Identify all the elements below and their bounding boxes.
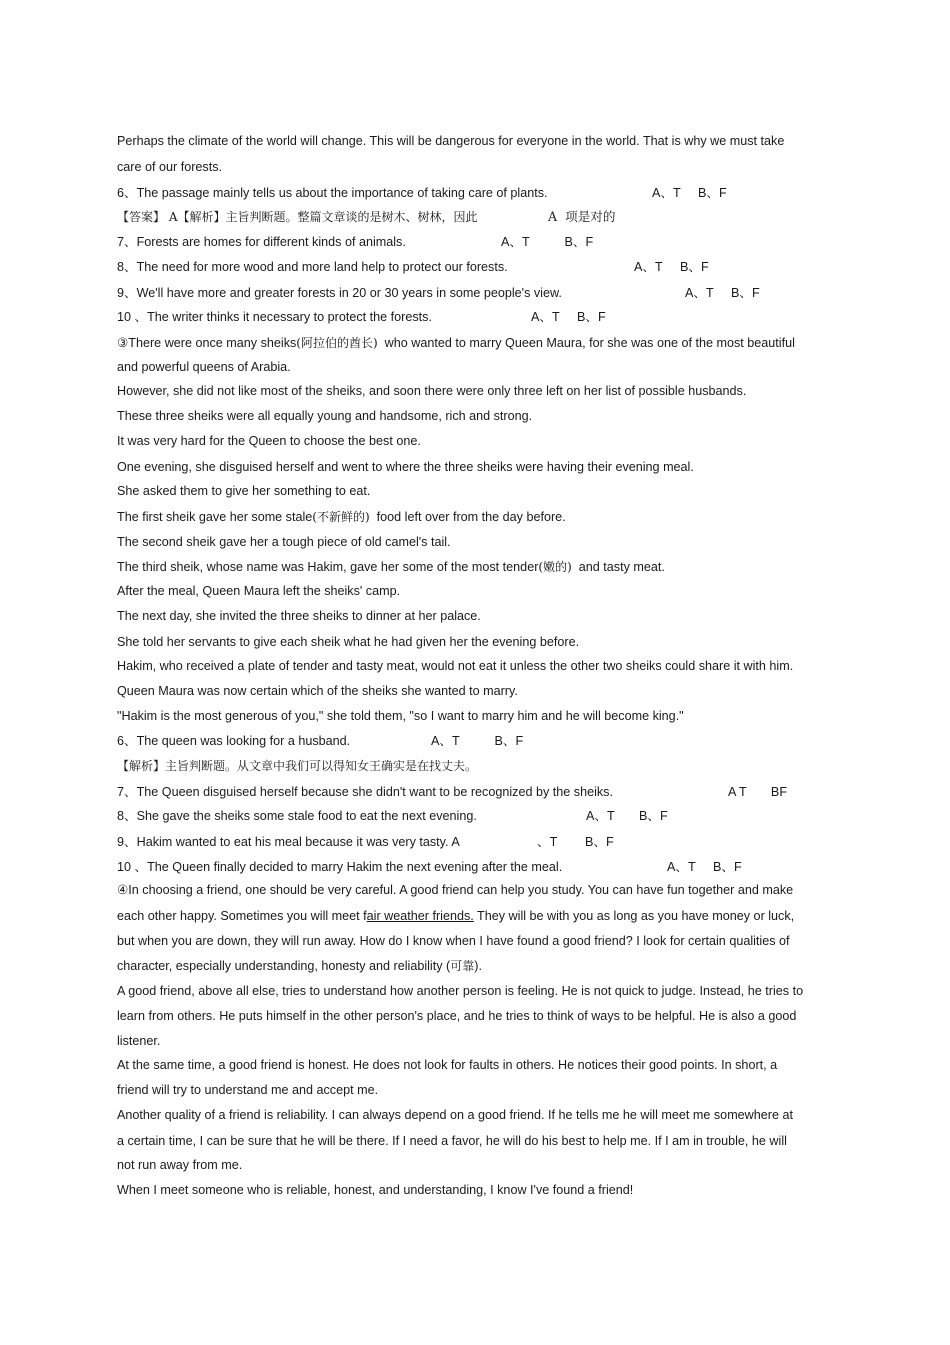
answer-6-tail: A 项是对的 — [548, 209, 616, 224]
chinese-gloss: 可靠 — [450, 959, 475, 973]
answer-6: 【解析】主旨判断题。从文章中我们可以得知女王确实是在找丈夫。 — [117, 759, 478, 773]
text-line: The second sheik gave her a tough piece of old camel's tail. — [117, 535, 451, 549]
text-line: friend will try to understand me and accept me. — [117, 1083, 379, 1097]
text-line — [117, 958, 482, 974]
text-line: listener. — [117, 1034, 161, 1048]
question-9: 9、We'll have more and greater forests in 20 or 30 years in some people's view. — [117, 286, 562, 300]
text-line — [117, 509, 566, 525]
chinese-gloss: (不新鲜的) — [312, 510, 370, 524]
question-7: 7、Forests are homes for different kinds of animals. — [117, 235, 406, 249]
text-segment: and tasty meat. — [571, 560, 665, 574]
text-line: learn from others. He puts himself in the other person's place, and he tries to think of ways to be helpful. He is also a good — [117, 1009, 797, 1023]
text-line — [117, 559, 665, 575]
text-segment: ). — [474, 959, 482, 973]
question-7-options: A、T B、F — [501, 235, 594, 249]
text-line: However, she did not like most of the sheiks, and soon there were only three left on her list of possible husbands. — [117, 384, 747, 398]
text-line: Perhaps the climate of the world will change. This will be dangerous for everyone in the world. That is why we must take — [117, 134, 785, 148]
text-line: She told her servants to give each sheik what he had given her the evening before. — [117, 635, 580, 649]
text-line: "Hakim is the most generous of you," she told them, "so I want to marry him and he will become king." — [117, 709, 684, 723]
question-8: 8、The need for more wood and more land help to protect our forests. — [117, 260, 508, 274]
text-segment: ③There were once many sheiks — [117, 336, 297, 350]
text-line: not run away from me. — [117, 1158, 243, 1172]
question-7-options: A T BF — [728, 785, 788, 799]
chinese-gloss: (嫩的) — [538, 560, 572, 574]
answer-6: 【答案】 A【解析】主旨判断题。整篇文章谈的是树木、树林，因此 — [117, 210, 478, 224]
text-line — [117, 908, 794, 924]
text-segment: who wanted to marry Queen Maura, for she was one of the most beautiful — [377, 336, 795, 350]
text-line: The next day, she invited the three sheiks to dinner at her palace. — [117, 609, 481, 623]
text-segment: character, especially understanding, honesty and reliability ( — [117, 959, 451, 973]
text-line: care of our forests. — [117, 160, 222, 174]
chinese-gloss: (阿拉伯的酋长) — [296, 336, 378, 350]
question-8: 8、She gave the sheiks some stale food to eat the next evening. — [117, 809, 477, 823]
question-6: 6、The passage mainly tells us about the importance of taking care of plants. — [117, 186, 548, 200]
question-10-options: A、T B、F — [667, 860, 742, 874]
question-10-options: A、T B、F — [531, 310, 606, 324]
underlined-phrase: air weather friends. — [366, 909, 474, 923]
text-segment: food left over from the day before. — [369, 510, 566, 524]
question-10: 10 、The Queen finally decided to marry Hakim the next evening after the meal. — [117, 860, 563, 874]
text-segment: each other happy. Sometimes you will meet f — [117, 909, 367, 923]
text-segment: The first sheik gave her some stale — [117, 510, 313, 524]
text-line: After the meal, Queen Maura left the sheiks' camp. — [117, 584, 401, 598]
text-line: Hakim, who received a plate of tender and tasty meat, would not eat it unless the other two sheiks could share it with him. — [117, 659, 794, 673]
question-6-options: A、T B、F — [431, 734, 524, 748]
text-line: but when you are down, they will run away. How do I know when I have found a good friend? I look for certain qualities of — [117, 934, 790, 948]
text-line: A good friend, above all else, tries to understand how another person is feeling. He is not quick to judge. Instead, he tries to — [117, 984, 804, 998]
question-9-options: 、T B、F — [537, 835, 614, 849]
text-segment: The third sheik, whose name was Hakim, gave her some of the most tender — [117, 560, 539, 574]
text-line: and powerful queens of Arabia. — [117, 360, 291, 374]
text-line: These three sheiks were all equally young and handsome, rich and strong. — [117, 409, 533, 423]
question-6: 6、The queen was looking for a husband. — [117, 734, 351, 748]
text-line: Queen Maura was now certain which of the sheiks she wanted to marry. — [117, 684, 518, 698]
text-line: One evening, she disguised herself and went to where the three sheiks were having their evening meal. — [117, 460, 694, 474]
text-line: When I meet someone who is reliable, honest, and understanding, I know I've found a friend! — [117, 1183, 634, 1197]
text-line: ④In choosing a friend, one should be very careful. A good friend can help you study. You can have fun together and make — [117, 883, 794, 897]
text-line: At the same time, a good friend is honest. He does not look for faults in others. He notices their good points. In short, a — [117, 1058, 778, 1072]
question-8-options: A、T B、F — [634, 260, 709, 274]
text-line: It was very hard for the Queen to choose the best one. — [117, 434, 421, 448]
question-10: 10 、The writer thinks it necessary to protect the forests. — [117, 310, 432, 324]
text-line — [117, 335, 795, 351]
question-9-options: A、T B、F — [685, 286, 760, 300]
text-line: Another quality of a friend is reliability. I can always depend on a good friend. If he tells me he will meet me somewhere at — [117, 1108, 793, 1122]
question-6-options: A、T B、F — [652, 186, 727, 200]
question-8-options: A、T B、F — [586, 809, 668, 823]
question-7: 7、The Queen disguised herself because she didn't want to be recognized by the sheiks. — [117, 785, 613, 799]
text-line: a certain time, I can be sure that he will be there. If I need a favor, he will do his best to help me. If I am in trouble, he will — [117, 1134, 787, 1148]
question-9: 9、Hakim wanted to eat his meal because it was very tasty. A — [117, 835, 460, 849]
text-segment: They will be with you as long as you have money or luck, — [473, 909, 795, 923]
text-line: She asked them to give her something to eat. — [117, 484, 371, 498]
